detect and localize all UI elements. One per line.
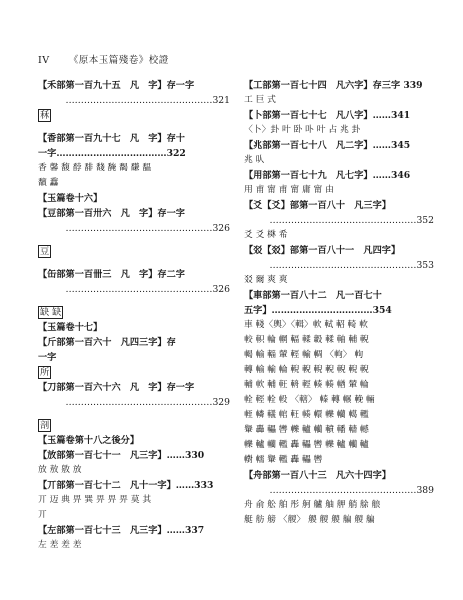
section-heading: 【缶部第一百卌三 凡 字】存二字 <box>38 269 185 280</box>
character-list: 馪 馫 <box>38 178 59 188</box>
section-heading: 【爻【爻】部第一百八十 凡三字】 <box>244 200 391 211</box>
character-list <box>38 305 230 320</box>
character-list <box>38 108 230 123</box>
character-list: 香 馨 馥 馞 馡 馢 馣 馤 馦 馧 <box>38 163 152 173</box>
section-heading: 【丌部第一百七十二 凡十一字】……333 <box>38 480 214 491</box>
spacer <box>38 236 230 244</box>
character-list: 左 差 差 差 <box>38 540 82 550</box>
spacer <box>38 123 230 131</box>
character-list: 用 甫 甯 甫 甯 庸 甯 由 <box>244 185 334 195</box>
page-reference: …………………………………………389 <box>269 485 434 496</box>
character-list: 車 輚〈輿〉〈輯〉軟 軾 軺 輢 軟 <box>244 320 368 330</box>
section-heading: 【刀部第一百六十六 凡 字】存一字 <box>38 382 195 393</box>
character-list: 爻 爻 棥 希 <box>244 230 288 240</box>
section-heading: 【車部第一百八十二 凡一百七十 <box>244 290 382 301</box>
book-title: 《原本玉篇殘卷》校證 <box>68 55 169 66</box>
section-heading: 五字】……………………………354 <box>244 305 392 316</box>
character-list: 㸚 爾 爽 爽 <box>244 275 288 285</box>
character-list: 丌 迈 典 畀 巽 畀 畀 畀 莫 其 <box>38 495 152 505</box>
character-list <box>38 418 230 433</box>
character-list <box>38 365 230 380</box>
section-heading: 【玉篇卷十七】 <box>38 322 103 333</box>
section-heading: 【㸚【㸚】部第一百八十一 凡四字】 <box>244 245 401 256</box>
section-heading: 【玉篇卷第十八之後分】 <box>38 435 140 446</box>
page-reference: …………………………………………329 <box>65 397 230 408</box>
section-heading: 一字 <box>38 352 57 363</box>
character-list: 放 敖 敫 放 <box>38 465 82 475</box>
character-list: 輔 軟 輔 軖 輈 輕 輳 輳 輶 輦 輪 <box>244 380 369 390</box>
section-heading: 【工部第一百七十四 凡六字】存三字 339 <box>244 80 423 91</box>
character-list: 轢 轤 轥 轞 轟 轠 轡 轢 轤 轥 轤 <box>244 440 369 450</box>
character-list: 兆 㕥 <box>244 155 265 165</box>
section-heading: 【玉篇卷十六】 <box>38 193 103 204</box>
page-reference: …………………………………………353 <box>269 260 434 271</box>
boxed-character: 缺 缺 <box>40 307 62 318</box>
character-list: 轉 輸 輸 輪 輗 輗 輗 輗 輗 輗 輗 <box>244 365 369 375</box>
page-reference: …………………………………………326 <box>65 284 230 295</box>
section-heading: 【放部第一百七十一 凡三字】……330 <box>38 450 205 461</box>
character-list: 工 巨 式 <box>244 95 276 105</box>
character-list: 輇 輕 輇 軗 〈轄〉 轃 轉 輾 輓 輛 <box>244 395 375 405</box>
spacer <box>38 259 230 267</box>
section-heading: 一字………………………………322 <box>38 148 186 159</box>
section-heading: 【斤部第一百六十 凡四三字】存 <box>38 337 176 348</box>
character-list: 輵 輸 輜 輦 輕 輸 輖 〈軥〉 軥 <box>244 350 364 360</box>
page-number: IV <box>38 55 50 66</box>
character-list: 〈卜〉卦 叶 卧 卟 叶 占 兆 卦 <box>244 125 361 135</box>
section-heading: 【左部第一百七十三 凡三字】……337 <box>38 525 205 536</box>
character-list: 舟 俞 舩 舶 彤 舸 艫 舳 舺 艄 艅 艆 <box>244 500 381 510</box>
boxed-character: 秝 <box>40 110 50 121</box>
character-list: 丌 <box>38 510 47 520</box>
page-header <box>38 52 169 66</box>
boxed-character: 剖 <box>40 420 50 431</box>
right-column <box>244 78 434 528</box>
left-column <box>38 78 230 553</box>
section-heading: 【兆部第一百七十八 凡二字】……345 <box>244 140 411 151</box>
character-list <box>38 244 230 259</box>
spacer <box>38 297 230 305</box>
page-reference: …………………………………………321 <box>65 95 230 106</box>
boxed-character: 豆 <box>40 246 50 257</box>
page-reference: …………………………………………326 <box>65 223 230 234</box>
section-heading: 【卜部第一百七十七 凡八字】……341 <box>244 110 411 121</box>
character-list: 艇 舫 艕 〈艐〉 艐 艐 艐 艑 艐 艑 <box>244 515 375 525</box>
section-heading: 【舟部第一百八十三 凡六十四字】 <box>244 470 391 481</box>
character-list: 轝 轟 轠 轡 轢 轤 轥 轒 轓 轖 轗 <box>244 425 369 435</box>
character-list: 轛 轜 轝 轞 轟 轠 轡 <box>244 455 323 465</box>
section-heading: 【豆部第一百卅六 凡 字】存一字 <box>38 208 185 219</box>
character-list: 輊 轔 轙 輨 軖 輳 轘 轢 轥 轕 轞 <box>244 410 369 420</box>
spacer <box>38 410 230 418</box>
page-reference: …………………………………………352 <box>269 215 434 226</box>
section-heading: 【用部第一百七十九 凡七字】……346 <box>244 170 411 181</box>
section-heading: 【禾部第一百九十五 凡 字】存一字 <box>38 80 195 91</box>
section-heading: 【香部第一百九十七 凡 字】存十 <box>38 133 185 144</box>
character-list: 較 軹 輪 輞 輻 輮 轂 輮 軸 輔 輗 <box>244 335 369 345</box>
boxed-character: 所 <box>40 367 50 378</box>
